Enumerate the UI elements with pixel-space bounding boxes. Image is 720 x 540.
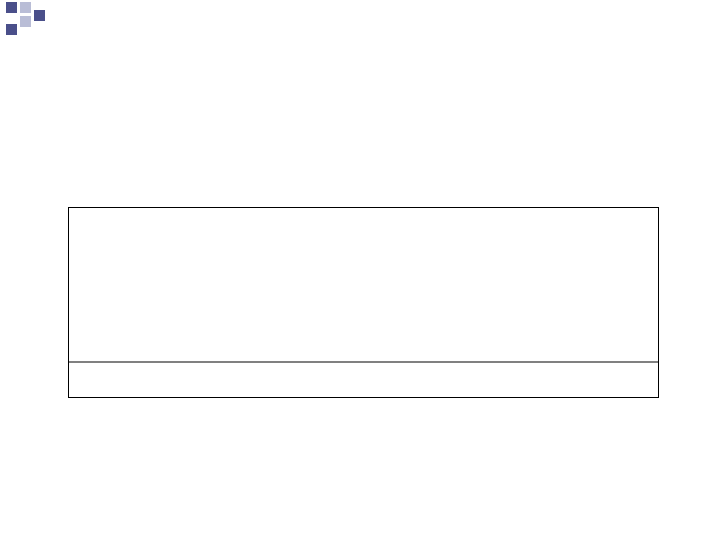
- effective-length-table: [68, 207, 659, 398]
- decor-square-5: [6, 24, 17, 35]
- decor-square-1: [6, 2, 17, 13]
- table-drawing: [68, 207, 659, 398]
- decor-square-2: [20, 2, 31, 13]
- decor-square-4: [20, 16, 31, 27]
- table-border: [69, 208, 659, 398]
- decor-square-3: [34, 10, 45, 21]
